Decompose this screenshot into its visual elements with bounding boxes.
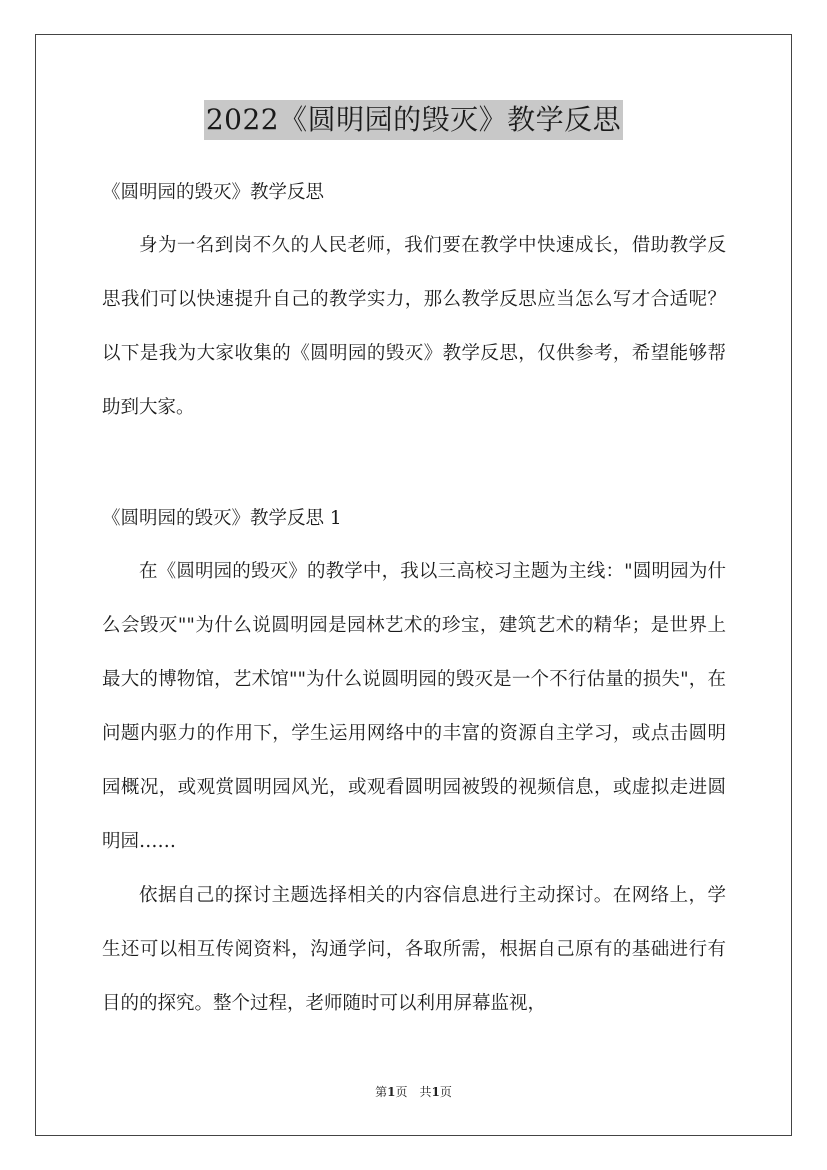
- footer-prefix: 第: [375, 1085, 388, 1099]
- section1-heading: 《圆明园的毁灭》教学反思 1: [102, 508, 342, 529]
- intro-section: [102, 219, 726, 435]
- document-title-text: 2022《圆明园的毁灭》教学反思: [204, 100, 623, 140]
- section1-body: [102, 545, 726, 1031]
- footer-suffix: 页: [439, 1085, 452, 1099]
- footer-mid: 页 共: [395, 1085, 432, 1099]
- section1-paragraph-1: 在《圆明园的毁灭》的教学中，我以三高校习主题为主线："圆明园为什么会毁灭""为什么说圆明园是园林艺术的珍宝，建筑艺术的精华；是世界上最大的博物馆，艺术馆""为什么说圆明园的毁灭是一个不行估量的损失"，在问题内驱力的作用下，学生运用网络中的丰富的资源自主学习，或点击圆明园概况，或观赏圆明园风光，或观看圆明园被毁的视频信息，或虚拟走进圆明园……: [102, 561, 726, 852]
- footer-page-current: 1: [387, 1085, 396, 1099]
- intro-paragraph: 身为一名到岗不久的人民老师，我们要在教学中快速成长，借助教学反思我们可以快速提升自己的教学实力，那么教学反思应当怎么写才合适呢？以下是我为大家收集的《圆明园的毁灭》教学反思，仅供参考，希望能够帮助到大家。: [102, 235, 726, 418]
- document-title: [0, 99, 827, 140]
- page-footer: [0, 1083, 827, 1100]
- section1-paragraph-2: 依据自己的探讨主题选择相关的内容信息进行主动探讨。在网络上，学生还可以相互传阅资料，沟通学问，各取所需，根据自己原有的基础进行有目的的探究。整个过程，老师随时可以利用屏幕监视，: [102, 885, 726, 1014]
- footer-page-total: 1: [431, 1085, 440, 1099]
- intro-heading: 《圆明园的毁灭》教学反思: [102, 182, 325, 203]
